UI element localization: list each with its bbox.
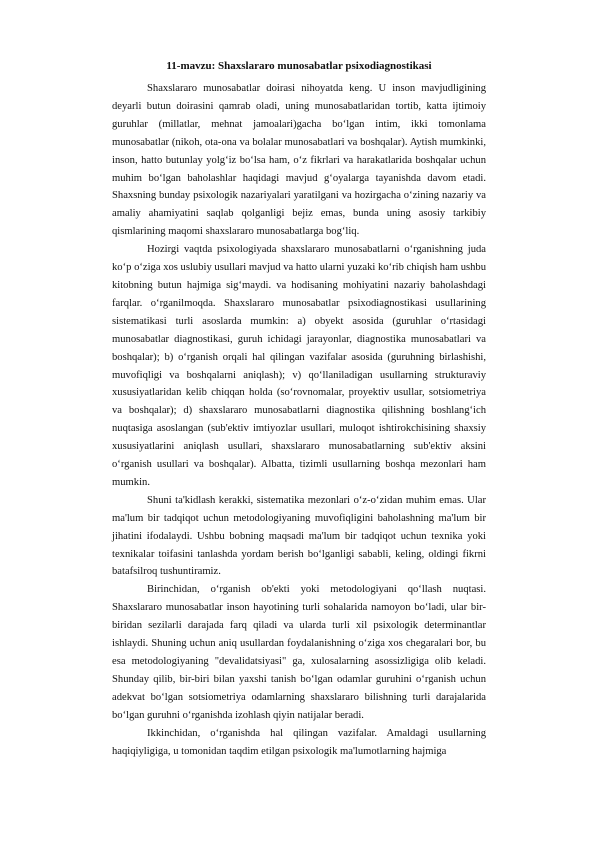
- paragraph-5: Ikkinchidan, oʻrganishda hal qilingan vazifalar. Amaldagi usullarning haqiqiyligiga, u tomonidan taqdim etilgan psixologik ma'lumotlarning hajmiga: [112, 727, 486, 757]
- paragraph-1: Shaxslararo munosabatlar doirasi nihoyatda keng. U inson mavjudligining deyarli butun doirasini qamrab oladi, uning munosabatlaridan tortib, katta ijtimoiy guruhlar (millatlar, mehnat jamoalari)gacha boʻlgan intim, ikki tomonlama munosabatlar (nikoh, ota-ona va bolalar munosabatlari va boshqalar). Aytish mumkinki, inson, hatto butunlay yolgʻiz boʻlsa ham, oʻz fikrlari va harakatlarida boshqalar uchun muhim boʻlgan baholashlar haqidagi mavjud gʻoyalarga tayanishda davom etadi. Shaxsning bunday psixologik nazariyalari yaratilgani va hozirgacha oʻzining nazariy va amaliy ahamiyatini saqlab qolganligi bejiz emas, bunda uning asosiy tarkibiy qismlarining maqomi shaxslararo munosabatlarga bogʻliq.: [112, 83, 486, 238]
- document-content: [112, 58, 486, 760]
- paragraph-4: Birinchidan, oʻrganish ob'ekti yoki metodologiyani qoʻllash nuqtasi. Shaxslararo munosabatlar inson hayotining turli sohalarida namoyon boʻladi, ular bir-biridan sezilarli darajada farq qiladi va ularda turli xil psixologik determinantlar ishlaydi. Shuning uchun aniq usullardan foydalanishning oʻziga xos chegaralari bor, bu esa metodologiyaning "devalidatsiyasi" ga, xulosalarning asossizligiga olib keladi. Shunday qilib, bir-biri bilan yaxshi tanish boʻlgan odamlar guruhini oʻrganish uchun adekvat boʻlgan sotsiometriya odamlarning shaxslararo bilishning turli darajalarida boʻlgan guruhni oʻrganishda izohlash qiyin natijalar beradi.: [112, 584, 486, 721]
- paragraph-2: Hozirgi vaqtda psixologiyada shaxslararo munosabatlarni oʻrganishning juda koʻp oʻziga xos uslubiy usullari mavjud va hatto ularni yuzaki koʻrib chiqish ham ushbu kitobning butun hajmiga sigʻmaydi. va hodisaning mohiyatini nazariy baholashdagi farqlar. oʻrganilmoqda. Shaxslararo munosabatlar psixodiagnostikasi usullarining sistematikasi turli asoslarda mumkin: a) obyekt asosida (guruhlar oʻrtasidagi munosabatlar diagnostikasi, guruh ichidagi jarayonlar, diagnostika munosabatlari va boshqalar); b) oʻrganish orqali hal qilingan vazifalar asosida (guruhning birlashishi, muvofiqligi va boshqalarni aniqlash); v) qoʻllaniladigan usullarning strukturaviy xususiyatlaridan kelib chiqqan holda (soʻrovnomalar, proyektiv usullar, sotsiometriya va boshqalar); d) shaxslararo munosabatlarni diagnostika qilishning boshlangʻich nuqtasiga asoslangan (sub'ektiv imtiyozlar usullari, muloqot ishtirokchisining shaxsiy xususiyatlarini aniqlash usullari, shaxslararo munosabatlarning sub'ektiv aksini oʻrganish usullari va boshqalar). Albatta, tizimli usullarning boshqa mezonlari ham mumkin.: [112, 244, 486, 488]
- paragraph-3: Shuni ta'kidlash kerakki, sistematika mezonlari oʻz-oʻzidan muhim emas. Ular ma'lum bir tadqiqot uchun metodologiyaning muvofiqligini baholashning ma'lum bir jihatini ifodalaydi. Ushbu bobning maqsadi ma'lum bir tadqiqot uchun texnika yoki texnikalar toifasini tanlashda yordam berish boʻlganligi sababli, keling, oldingi fikrni batafsilroq tushuntiramiz.: [112, 494, 486, 578]
- document-title: 11-mavzu: Shaxslararo munosabatlar psixodiagnostikasi: [166, 60, 432, 72]
